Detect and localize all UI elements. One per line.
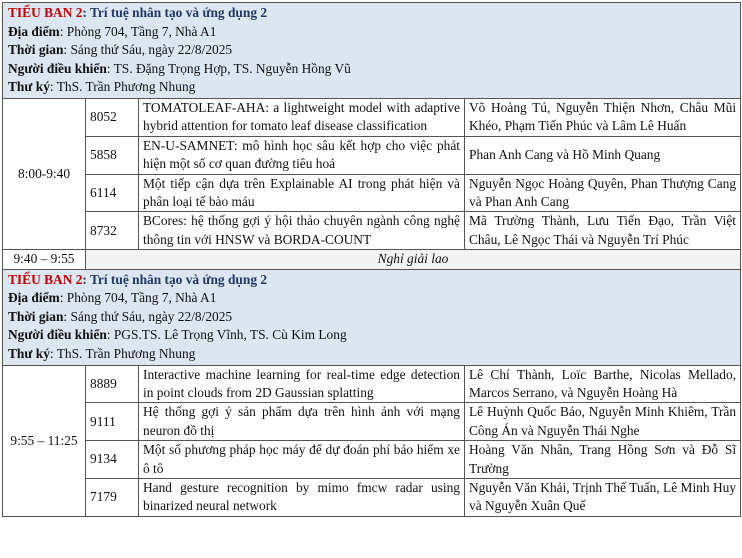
secretary-label: Thư ký bbox=[8, 79, 50, 95]
paper-title: Một tiếp cận dựa trên Explainable AI trong phát hiện và phân loại tế bào máu bbox=[139, 174, 465, 212]
paper-code: 8732 bbox=[86, 212, 139, 250]
table-row bbox=[3, 403, 741, 441]
location-line bbox=[8, 289, 735, 308]
chair-label: Người điều khiển bbox=[8, 327, 107, 343]
paper-code: 6114 bbox=[86, 174, 139, 212]
session-header bbox=[3, 269, 741, 365]
secretary-value: : ThS. Trần Phương Nhung bbox=[49, 79, 196, 95]
location-label: Địa điểm bbox=[8, 23, 60, 39]
paper-title: TOMATOLEAF-AHA: a lightweight model with adaptive hybrid attention for tomato leaf disease classification bbox=[139, 98, 465, 136]
paper-authors: Võ Hoàng Tú, Nguyễn Thiện Nhơn, Châu Mũi Khéo, Phạm Tiến Phúc và Lâm Lê Huấn bbox=[465, 98, 741, 136]
table-row bbox=[3, 212, 741, 250]
paper-code: 5858 bbox=[86, 136, 139, 174]
session-info bbox=[3, 3, 741, 99]
paper-code: 8889 bbox=[86, 365, 139, 403]
paper-authors: Nguyễn Văn Khải, Trịnh Thế Tuấn, Lê Minh Huy và Nguyễn Xuân Quế bbox=[465, 479, 741, 517]
chair-label: Người điều khiển bbox=[8, 60, 107, 76]
paper-title: Hand gesture recognition by mimo fmcw radar using binarized neural network bbox=[139, 479, 465, 517]
time-slot: 8:00-9:40 bbox=[3, 98, 86, 249]
table-row bbox=[3, 98, 741, 136]
time-label: Thời gian bbox=[8, 308, 64, 324]
location-line bbox=[8, 23, 735, 42]
paper-authors: Phan Anh Cang và Hồ Minh Quang bbox=[465, 136, 741, 174]
paper-authors: Nguyễn Ngọc Hoàng Quyên, Phan Thượng Cang và Phan Anh Cang bbox=[465, 174, 741, 212]
paper-authors: Lê Huỳnh Quốc Bảo, Nguyễn Minh Khiêm, Trần Công Án và Nguyễn Thái Nghe bbox=[465, 403, 741, 441]
session-ban: TIỂU BAN 2 bbox=[8, 271, 83, 287]
secretary-value: : ThS. Trần Phương Nhung bbox=[49, 346, 196, 361]
paper-title: EN-U-SAMNET: mô hình học sâu kết hợp cho việc phát hiện một số cơ quan đường tiêu hoá bbox=[139, 136, 465, 174]
secretary-label: Thư ký bbox=[8, 346, 50, 361]
secretary-line bbox=[8, 78, 735, 97]
paper-title: Hệ thống gợi ý sản phẩm dựa trên hình ảnh với mạng neuron đồ thị bbox=[139, 403, 465, 441]
paper-code: 9111 bbox=[86, 403, 139, 441]
break-label: Nghỉ giải lao bbox=[86, 250, 741, 269]
session-title-line bbox=[8, 271, 735, 290]
session-title-line bbox=[8, 4, 735, 23]
time-slot: 9:55 – 11:25 bbox=[3, 365, 86, 516]
session-ban: TIỂU BAN 2 bbox=[8, 5, 83, 20]
table-row bbox=[3, 479, 741, 517]
paper-code: 7179 bbox=[86, 479, 139, 517]
time-value: : Sáng thứ Sáu, ngày 22/8/2025 bbox=[63, 308, 233, 324]
session-topic: : Trí tuệ nhân tạo và ứng dụng 2 bbox=[82, 271, 268, 287]
location-value: : Phòng 704, Tầng 7, Nhà A1 bbox=[59, 23, 217, 39]
paper-title: Một số phương pháp học máy để dự đoán phí bảo hiểm xe ô tô bbox=[139, 441, 465, 479]
paper-title: BCores: hệ thống gợi ý hội thảo chuyên ngành công nghệ thông tin với HNSW và BORDA-COUNT bbox=[139, 212, 465, 250]
table-row bbox=[3, 174, 741, 212]
chair-value: : PGS.TS. Lê Trọng Vĩnh, TS. Cù Kim Long bbox=[106, 327, 347, 343]
location-value: : Phòng 704, Tầng 7, Nhà A1 bbox=[59, 290, 217, 306]
location-label: Địa điểm bbox=[8, 290, 60, 306]
table-row bbox=[3, 136, 741, 174]
session-header bbox=[3, 3, 741, 99]
chair-line bbox=[8, 60, 735, 79]
table-row bbox=[3, 441, 741, 479]
paper-code: 8052 bbox=[86, 98, 139, 136]
break-row bbox=[3, 250, 741, 269]
paper-code: 9134 bbox=[86, 441, 139, 479]
paper-authors: Mã Trường Thành, Lưu Tiến Đạo, Trần Việt Châu, Lê Ngọc Thái và Nguyễn Trí Phúc bbox=[465, 212, 741, 250]
session-info bbox=[3, 269, 741, 365]
chair-line bbox=[8, 326, 735, 345]
paper-title: Interactive machine learning for real-time edge detection in point clouds from 2D Gaussian splatting bbox=[139, 365, 465, 403]
secretary-line bbox=[8, 345, 735, 364]
paper-authors: Hoàng Văn Nhân, Trang Hồng Sơn và Đỗ Sĩ Trường bbox=[465, 441, 741, 479]
time-line bbox=[8, 41, 735, 60]
table-row bbox=[3, 365, 741, 403]
time-value: : Sáng thứ Sáu, ngày 22/8/2025 bbox=[63, 42, 233, 58]
paper-authors: Lê Chí Thành, Loïc Barthe, Nicolas Mellado, Marcos Serrano, và Nguyễn Hoàng Hà bbox=[465, 365, 741, 403]
chair-value: : TS. Đặng Trọng Hợp, TS. Nguyễn Hồng Vũ bbox=[106, 60, 351, 76]
session-topic: : Trí tuệ nhân tạo và ứng dụng 2 bbox=[82, 5, 268, 20]
time-line bbox=[8, 308, 735, 327]
time-label: Thời gian bbox=[8, 42, 64, 58]
schedule-table bbox=[2, 2, 741, 517]
break-time: 9:40 – 9:55 bbox=[3, 250, 86, 269]
